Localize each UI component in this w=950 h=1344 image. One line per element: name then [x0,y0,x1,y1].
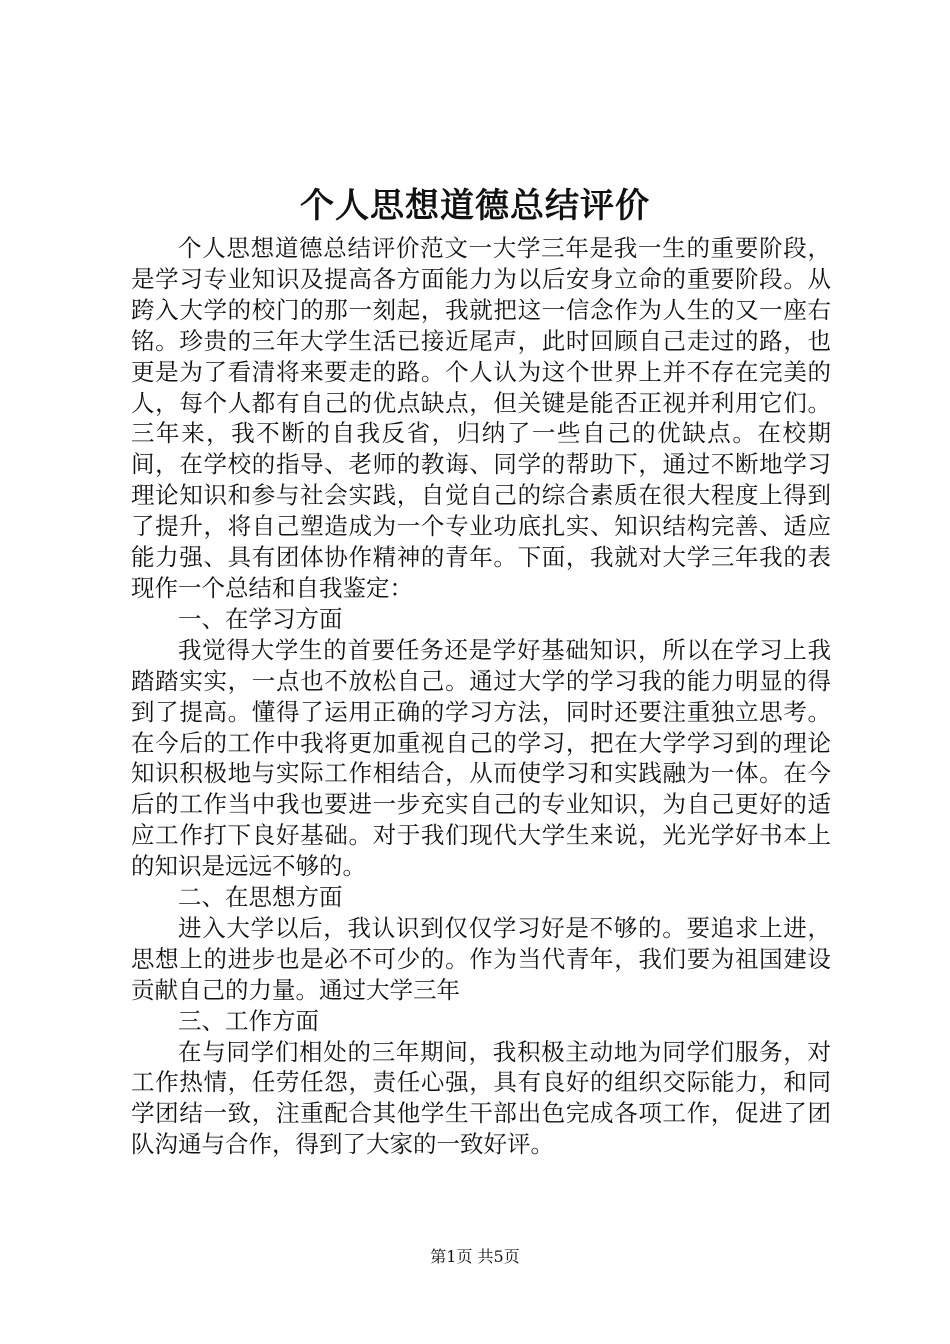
section-paragraph-work: 在与同学们相处的三年期间，我积极主动地为同学们服务，对工作热情，任劳任怨，责任心强，具有良好的组织交际能力，和同学团结一致，注重配合其他学生干部出色完成各项工作，促进了团队沟通与合作，得到了大家的一致好评。 [131,1037,831,1159]
document-title: 个人思想道德总结评价 [300,186,650,226]
section-heading-work: 三、工作方面 [178,1006,319,1035]
section-paragraph-study: 我觉得大学生的首要任务还是学好基础知识，所以在学习上我踏踏实实，一点也不放松自己。通过大学的学习我的能力明显的得到了提高。懂得了运用正确的学习方法，同时还要注重独立思考。在今后的工作中我将更加重视自己的学习，把在大学学习到的理论知识积极地与实际工作相结合，从而使学习和实践融为一体。在今后的工作当中我也要进一步充实自己的专业知识，为自己更好的适应工作打下良好基础。对于我们现代大学生来说，光光学好书本上的知识是远远不够的。 [131,635,831,881]
page-number-footer: 第1页 共5页 [430,1247,520,1266]
section-heading-thought: 二、在思想方面 [178,883,343,912]
section-heading-study: 一、在学习方面 [178,604,343,633]
section-paragraph-thought: 进入大学以后，我认识到仅仅学习好是不够的。要追求上进，思想上的进步也是必不可少的。作为当代青年，我们要为祖国建设贡献自己的力量。通过大学三年 [131,913,831,1004]
document-body [131,233,831,1160]
intro-paragraph: 个人思想道德总结评价范文一大学三年是我一生的重要阶段，是学习专业知识及提高各方面能力为以后安身立命的重要阶段。从跨入大学的校门的那一刻起，我就把这一信念作为人生的又一座右铭。珍贵的三年大学生活已接近尾声，此时回顾自己走过的路，也更是为了看清将来要走的路。个人认为这个世界上并不存在完美的人，每个人都有自己的优点缺点，但关键是能否正视并利用它们。三年来，我不断的自我反省，归纳了一些自己的优缺点。在校期间，在学校的指导、老师的教诲、同学的帮助下，通过不断地学习理论知识和参与社会实践，自觉自己的综合素质在很大程度上得到了提升，将自己塑造成为一个专业功底扎实、知识结构完善、适应能力强、具有团体协作精神的青年。下面，我就对大学三年我的表现作一个总结和自我鉴定： [131,234,831,602]
